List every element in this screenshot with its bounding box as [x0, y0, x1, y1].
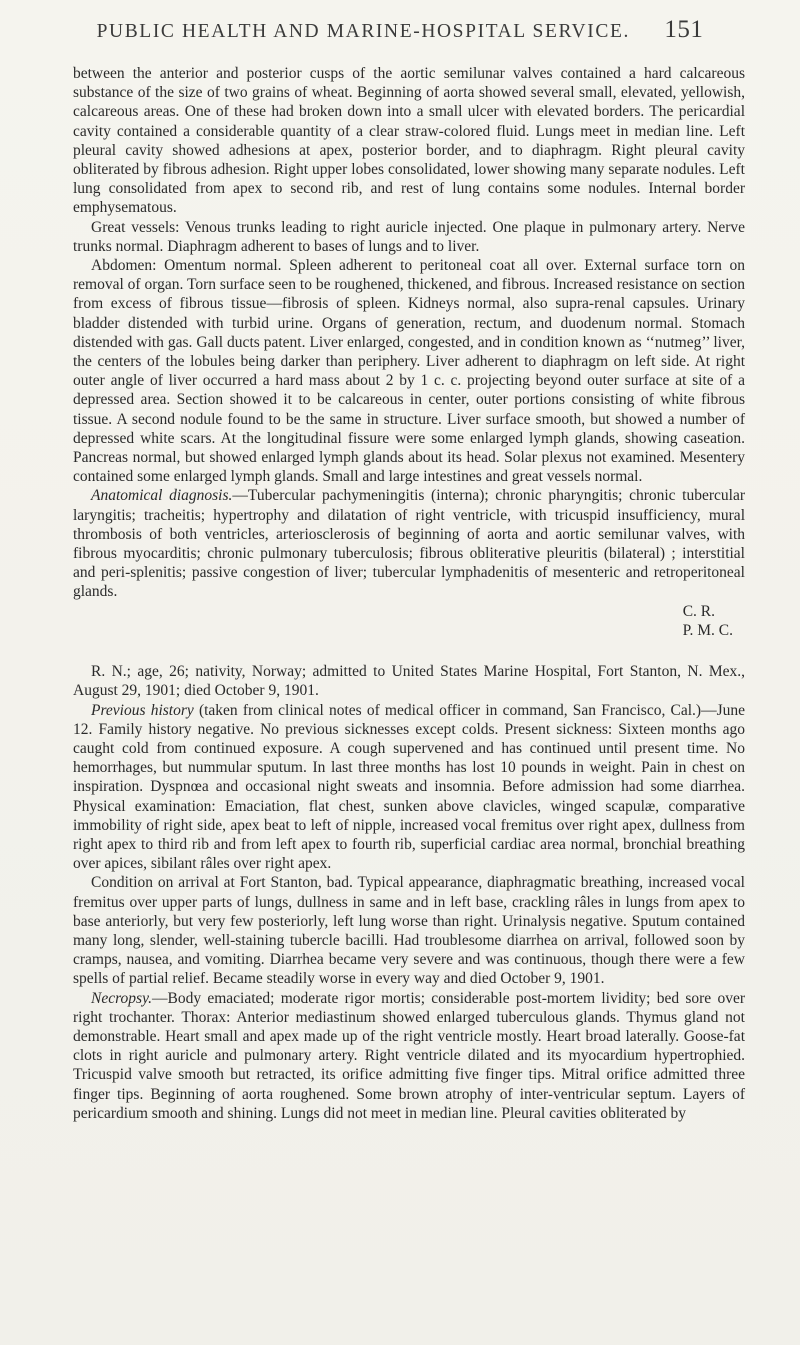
paragraph-previous-history: [73, 701, 745, 874]
paragraph-text: —Body emaciated; moderate rigor mortis; considerable post-mortem lividity; bed sore over right trochanter. Thorax: Anterior mediastinum showed enlarged tuberculous glands. Thymus gland not demonstrable. Heart small and apex made up of the right ventricle mostly. Heart broad laterally. Goose-fat clots in right auricle and pulmonary artery. Right ventricle dilated and its myocardium hypertrophied. Tricuspid valve smooth but retracted, its orifice admitting five finger tips. Mitral orifice admitted three finger tips. Beginning of aorta roughened. Some brown atrophy of inter-ventricular septum. Layers of pericardium smooth and shining. Lungs did not meet in median line. Pleural cavities obliterated by: [73, 989, 745, 1122]
paragraph-text: between the anterior and posterior cusps of the aortic semilunar valves contained a hard calcareous substance of the size of two grains of wheat. Beginning of aorta showed several small, elevated, yellowish, calcareous areas. One of these had broken down into a small ulcer with elevated borders. The pericardial cavity contained a considerable quantity of a clear straw-colored fluid. Lungs meet in median line. Left pleural cavity showed adhesions at apex, posterior border, and to diaphragm. Right pleural cavity obliterated by fibrous adhesion. Right upper lobes consolidated, lower showing many separate nodules. Left lung consolidated from apex to second rib, and rest of lung contains some nodules. Internal border emphysematous.: [73, 65, 745, 217]
paragraph-lead: Anatomical diagnosis.: [91, 487, 233, 505]
document-body: [73, 64, 745, 1123]
signature: [73, 602, 745, 640]
paragraph-necropsy: [73, 989, 745, 1123]
signature-title: P. M. C.: [682, 621, 733, 639]
paragraph-text: R. N.; age, 26; nativity, Norway; admitted to United States Marine Hospital, Fort Stanton, N. Mex., August 29, 1901; died October 9, 1901.: [73, 663, 745, 700]
signature-initials: C. R.: [682, 602, 715, 620]
paragraph-case-intro: [73, 662, 745, 700]
paragraph-text: Condition on arrival at Fort Stanton, bad. Typical appearance, diaphragmatic breathing, increased vocal fremitus over upper parts of lungs, dullness in same and in left base, crackling râles in lungs from apex to base anteriorly, but very few posteriorly, left lung worse than right. Urinalysis negative. Sputum contained many long, slender, well-staining tubercle bacilli. Had troublesome diarrhea on arrival, followed soon by cramps, nausea, and vomiting. Diarrhea became very severe and was continuous, though there were a few spells of partial relief. Became steadily worse in every way and died October 9, 1901.: [73, 874, 745, 988]
section-gap: [73, 640, 745, 662]
paragraph-text: —Tubercular pachymeningitis (interna); chronic pharyngitis; chronic tubercular laryngitis; tracheitis; hypertrophy and dilatation of right ventricle, with tricuspid insufficiency, mural thrombosis of both ventricles, arteriosclerosis of beginning of aorta and aortic semilunar valves, with fibrous myocarditis; chronic pulmonary tuberculosis; fibrous obliterative pleuritis (bilateral) ; interstitial and peri-splenitis; passive congestion of liver; tubercular lymphadenitis of mesenteric and retroperitoneal glands.: [73, 487, 746, 601]
paragraph-anatomical-diagnosis: [73, 486, 745, 601]
page-number: 151: [664, 16, 704, 43]
running-header: [0, 16, 800, 44]
header-title: PUBLIC HEALTH AND MARINE-HOSPITAL SERVICE.: [96, 21, 630, 42]
paragraph-text: Abdomen: Omentum normal. Spleen adherent to peritoneal coat all over. External surface torn on removal of organ. Torn surface seen to be roughened, thickened, and fibrous. Increased resistance on section from excess of fibrous tissue—fibrosis of spleen. Kidneys normal, also supra-renal capsules. Urinary bladder distended with turbid urine. Organs of generation, rectum, and duodenum normal. Stomach distended with gas. Gall ducts patent. Liver enlarged, congested, and in condition known as ‘‘nutmeg’’ liver, the centers of the lobules being darker than periphery. Liver adherent to diaphragm on left side. At right outer angle of liver occurred a hard mass about 2 by 1 c. c. projecting beyond outer surface at site of a depressed area. Section showed it to be calcareous in center, outer portions consisting of white fibrous tissue. A second nodule found to be the same in structure. Liver surface smooth, but showed a number of depressed white scars. At the longitudinal fissure were some enlarged lymph glands, showing caseation. Pancreas normal, but showed enlarged lymph glands about its head. Solar plexus not examined. Mesentery contained some enlarged lymph glands. Small and large intestines and great vessels normal.: [73, 257, 745, 486]
paragraph-abdomen: [73, 256, 745, 486]
paragraph-text: Great vessels: Venous trunks leading to right auricle injected. One plaque in pulmonary artery. Nerve trunks normal. Diaphragm adherent to bases of lungs and to liver.: [73, 218, 745, 255]
paragraph-great-vessels: [73, 218, 745, 256]
paragraph-lead: Necropsy.: [91, 989, 152, 1007]
paragraph-condition: [73, 873, 745, 988]
paragraph-lead: Previous history: [91, 701, 194, 719]
paragraph-text: (taken from clinical notes of medical officer in command, San Francisco, Cal.)—June 12. Family history negative. No previous sicknesses except colds. Present sickness: Sixteen months ago caught cold from continued exposure. A cough supervened and has continued until present time. No hemorrhages, but nummular sputum. In last three months has lost 10 pounds in weight. Pain in chest on inspiration. Dyspnœa and occasional night sweats and insomnia. Before admission had some diarrhea. Physical examination: Emaciation, flat chest, sunken above clavicles, winged scapulæ, comparative immobility of right side, apex beat to left of nipple, increased vocal fremitus over right apex, dullness from right apex to third rib and from left apex to fourth rib, superficial cardiac area normal, bronchial breathing over apices, sibilant râles over right apex.: [73, 701, 745, 873]
paragraph-continued: [73, 64, 745, 218]
